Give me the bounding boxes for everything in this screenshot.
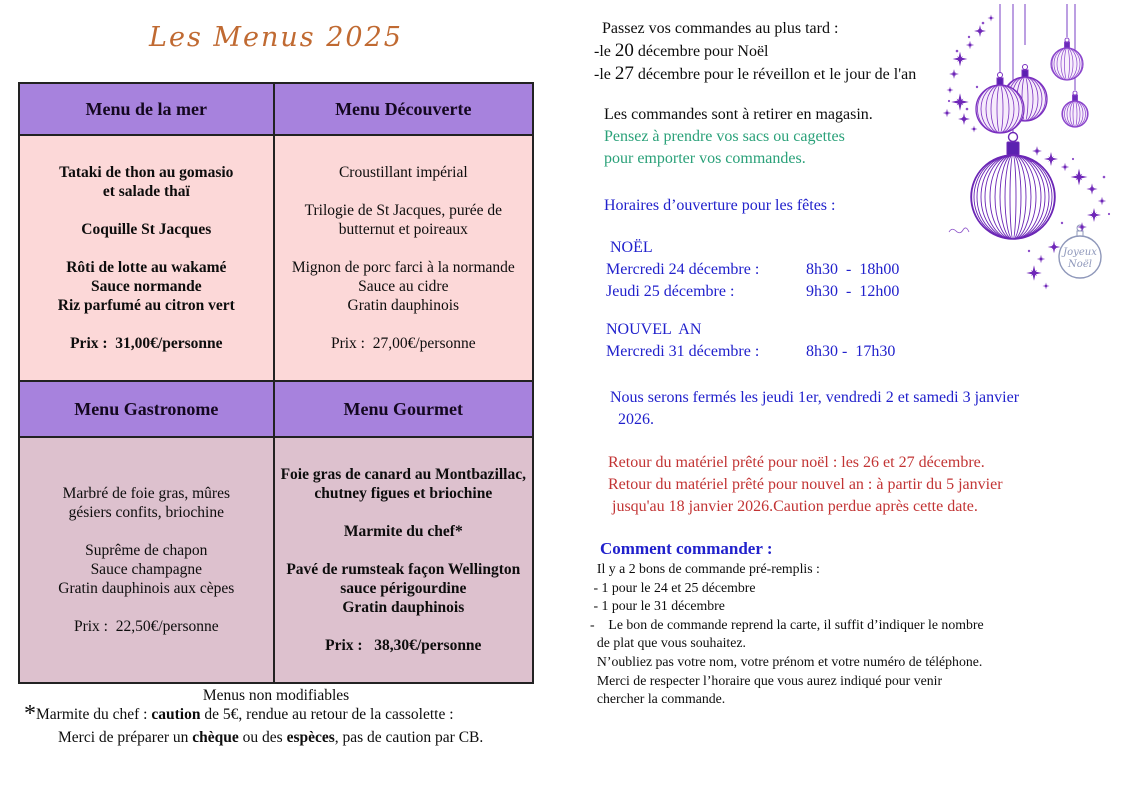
closed-line: 2026. — [610, 411, 654, 428]
dish-line: Marbré de foie gras, mûres — [62, 485, 230, 502]
dish-line: Rôti de lotte au wakamé — [66, 259, 227, 276]
how-to-order-steps — [590, 560, 984, 709]
dish-line: chutney figues et briochine — [314, 485, 493, 502]
wire-bauble-large — [971, 133, 1055, 240]
joyeux-noel-bauble — [1059, 225, 1101, 278]
menu-header-decouverte: Menu Découverte — [274, 83, 533, 135]
dish-line: Gratin dauphinois — [347, 297, 460, 314]
pickup-reminder: Pensez à prendre vos sacs ou cagettes — [604, 128, 845, 145]
menu-header-mer: Menu de la mer — [19, 83, 274, 135]
nouvel-an-hours-block — [606, 319, 895, 363]
footnote-text: Marmite du chef : — [36, 706, 152, 723]
hours-day: Mercredi 24 décembre : — [606, 261, 760, 278]
deadline-text: -le — [594, 43, 615, 60]
dish-line: Croustillant impérial — [338, 164, 468, 181]
dish-line: Sauce normande — [90, 278, 202, 295]
order-step: - 1 pour le 31 décembre — [590, 598, 725, 614]
how-to-order-heading: Comment commander : — [600, 539, 773, 558]
deadline-text: décembre pour le réveillon et le jour de l'an — [633, 66, 917, 83]
return-line: jusqu'au 18 janvier 2026.Caution perdue après cette date. — [608, 498, 978, 515]
caution-footnote — [24, 701, 454, 727]
dish-line: Riz parfumé au citron vert — [57, 297, 235, 314]
christmas-baubles-illustration — [933, 0, 1123, 300]
hours-row — [606, 259, 899, 281]
order-step: Merci de respecter l’horaire que vous aurez indiqué pour venir — [590, 672, 943, 688]
dish-line: sauce périgourdine — [340, 580, 467, 597]
hours-time: 8h30 - 18h00 — [806, 261, 900, 278]
price-line: Prix : 22,50€/personne — [73, 618, 219, 635]
menu-header-gastronome: Menu Gastronome — [19, 381, 274, 437]
dish-line: Tataki de thon au gomasio — [59, 164, 234, 181]
return-line: Retour du matériel prêté pour nouvel an : à partir du 5 janvier — [608, 476, 1003, 493]
pickup-reminder: pour emporter vos commandes. — [604, 150, 806, 167]
price-line: Prix : 38,30€/personne — [325, 637, 482, 654]
tag-text: Noël — [1068, 259, 1092, 270]
nouvel-an-title: NOUVEL AN — [606, 321, 702, 338]
dish-line: Suprême de chapon — [85, 542, 208, 559]
dish-line: Mignon de porc farci à la normande — [291, 259, 515, 276]
closed-line: Nous serons fermés les jeudi 1er, vendredi 2 et samedi 3 janvier — [610, 389, 1020, 406]
footnote-text: ou des — [238, 729, 287, 746]
order-step: - Le bon de commande reprend la carte, il suffit d’indiquer le nombre — [590, 616, 984, 632]
dish-line: Pavé de rumsteak façon Wellington — [286, 561, 521, 578]
order-step: N’oubliez pas votre nom, votre prénom et votre numéro de téléphone. — [590, 653, 983, 669]
price-line: Prix : 27,00€/personne — [330, 335, 476, 352]
order-deadline-block — [594, 18, 917, 86]
opening-hours-heading: Horaires d’ouverture pour les fêtes : — [604, 197, 836, 214]
dish-line: Sauce champagne — [90, 561, 203, 578]
menu-cell-gastronome — [19, 437, 274, 683]
hours-time: 9h30 - 12h00 — [806, 283, 900, 300]
footnote-text: , pas de caution par CB. — [334, 729, 484, 746]
closed-days-block — [610, 387, 1019, 431]
deadline-item — [594, 63, 916, 86]
asterisk-mark: * — [24, 701, 36, 727]
dish-line: Coquille St Jacques — [81, 221, 212, 238]
footnote-bold: caution — [151, 706, 201, 723]
noel-title: NOËL — [610, 239, 653, 256]
pickup-line: Les commandes sont à retirer en magasin. — [604, 106, 873, 123]
hours-day: Jeudi 25 décembre : — [606, 283, 735, 300]
page-title: Les Menus 2025 — [149, 22, 403, 53]
dish-line: Gratin dauphinois aux cèpes — [58, 580, 235, 597]
dish-line: Marmite du chef* — [343, 523, 463, 540]
dish-line: butternut et poireaux — [338, 221, 468, 238]
deadline-text: -le — [594, 66, 615, 83]
deadline-item — [594, 40, 916, 63]
order-step: de plat que vous souhaitez. — [590, 635, 746, 651]
footnote-text: Merci de préparer un — [58, 729, 193, 746]
dish-line: et salade thaï — [102, 183, 190, 200]
dish-line: gésiers confits, briochine — [68, 504, 224, 521]
artist-signature — [949, 228, 969, 233]
menu-cell-decouverte — [274, 135, 533, 381]
menu-header-gourmet: Menu Gourmet — [274, 381, 533, 437]
hours-row — [606, 341, 895, 363]
payment-footnote — [58, 729, 483, 747]
wire-bauble — [1051, 38, 1083, 80]
dish-line: Sauce au cidre — [358, 278, 449, 295]
pickup-block — [604, 104, 873, 170]
wire-bauble — [1062, 91, 1088, 127]
hours-row — [606, 281, 899, 303]
order-step: - 1 pour le 24 et 25 décembre — [590, 579, 756, 595]
order-step: chercher la commande. — [590, 691, 726, 707]
deadline-date: 20 — [614, 40, 634, 61]
menus-not-modifiable-note: Menus non modifiables — [202, 687, 350, 704]
menu-table — [18, 82, 534, 684]
dish-line: Gratin dauphinois — [342, 599, 465, 616]
hours-time: 8h30 - 17h30 — [806, 343, 896, 360]
deadline-heading: Passez vos commandes au plus tard : — [602, 20, 839, 37]
deadline-date: 27 — [614, 63, 634, 84]
footnote-text: de 5€, rendue au retour de la cassolette : — [200, 706, 454, 723]
footnote-bold: chèque — [192, 729, 239, 746]
footnote-bold: espèces — [286, 729, 335, 746]
order-step: Il y a 2 bons de commande pré-remplis : — [590, 561, 820, 576]
price-line: Prix : 31,00€/personne — [70, 335, 223, 352]
dish-line: Foie gras de canard au Montbazillac, — [280, 466, 526, 483]
tag-text: Joyeux — [1063, 247, 1097, 258]
return-line: Retour du matériel prêté pour noël : les 26 et 27 décembre. — [608, 454, 985, 471]
dish-line: Trilogie de St Jacques, purée de — [304, 202, 503, 219]
material-return-block — [608, 452, 1003, 518]
deadline-text: décembre pour Noël — [633, 43, 769, 60]
noel-hours-block — [606, 237, 899, 303]
menu-cell-mer — [19, 135, 274, 381]
menu-cell-gourmet — [274, 437, 533, 683]
hours-day: Mercredi 31 décembre : — [606, 343, 760, 360]
